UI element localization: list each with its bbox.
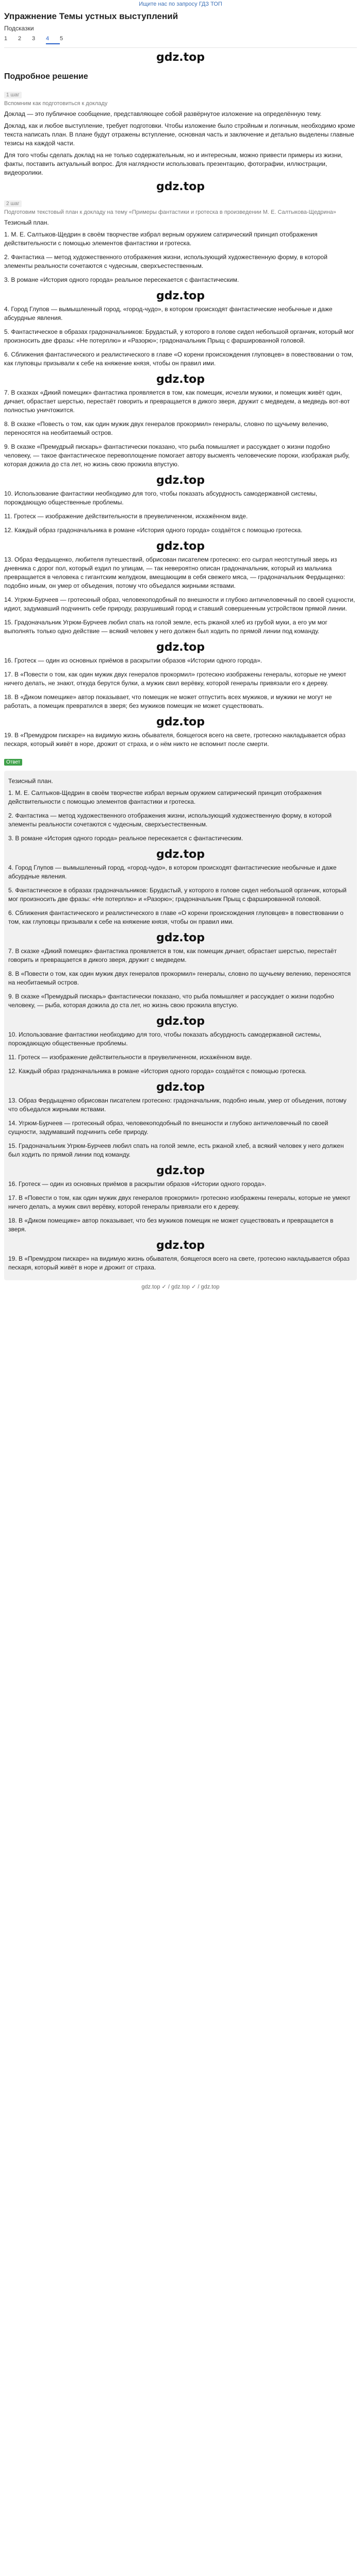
answer-item: 14. Угрюм-Бурчеев — гротескный образ, человекоподобный по внешности и глубоко античеловечный по своей сущности, задумавший подчинить себе природу. — [8, 1120, 329, 1136]
pagination — [4, 34, 357, 44]
step-2-badge: 2 шаг — [4, 200, 22, 207]
plan-item: 4. Город Глупов — вымышленный город, «город-чудо», в котором происходят фантастические необычные и даже абсурдные явления. — [4, 306, 333, 321]
page-link-1[interactable]: 1 — [4, 36, 8, 42]
answer-item: 9. В сказке «Премудрый пискарь» фантастически показано, что рыба помышляет и рассуждает о жизни подобно человеку, — рыба, которая дожила до ста лет, но жизнь свою прожила впустую. — [8, 993, 334, 1009]
plan-item: 19. В «Премудром пискаре» на видимую жизнь обывателя, боящегося всего на свете, гротескно накладывается образ пескаря, который живёт в норе, дрожит от страха, и о нём никто не вспомнит после смерти. — [4, 732, 346, 748]
watermark: gdz.top — [156, 1164, 205, 1177]
divider — [4, 47, 357, 48]
plan-item: 18. В «Диком помещике» автор показывает, что помещик не может отпустить всех мужиков, и мужики не могут не работать, а помещик превратился в зверя; без мужиков помещик не может существовать. — [4, 693, 332, 709]
page-title: Упражнение Темы устных выступлений — [4, 11, 178, 21]
plan-item: 8. В сказке «Повесть о том, как один мужик двух генералов прокормил» генералы, словно по щучьему велению, переносятся на необитаемый остров. — [4, 420, 329, 436]
answer-item: 3. В романе «История одного города» реальное пересекается с фантастическим. — [8, 835, 243, 842]
plan-item: 16. Гротеск — один из основных приёмов в раскрытии образов «Истории одного города». — [4, 657, 262, 664]
watermark: gdz.top — [156, 716, 205, 728]
answer-item: 5. Фантастическое в образах градоначальников: Брудастый, у которого в голове сидел небольшой органчик, который мог произносить две фразы: «Не потерплю» и «Разорю»; градоначальник Прыщ с фаршированной головой. — [8, 887, 347, 903]
plan-item: 7. В сказках «Дикий помещик» фантастика проявляется в том, как помещик, исчезли мужики, и помещик живёт один, дичает, обрастает шерстью, перестаёт говорить и превращается в дикого зверя, дружит с медведем, а медведь вот-вот полностью уничтожится. — [4, 389, 350, 414]
watermark: gdz.top — [156, 540, 205, 553]
plan-item: 2. Фантастика — метод художественного отображения жизни, использующий художественную форму, в которой элементы реальности сочетаются с чудесным, сверхъестественным. — [4, 253, 327, 269]
step-1-content — [4, 110, 357, 177]
step-1-paragraph: Доклад, как и любое выступление, требует подготовки. Чтобы изложение было стройным и логичным, необходимо кроме текста написать план. В плане будут отражены вступление, основная часть и заключение и детально выделены главные тезисы на каждой части. — [4, 122, 355, 147]
answer-item: 19. В «Премудром пискаре» на видимую жизнь обывателя, боящегося всего на свете, гротескно накладывается образ пескаря, который живёт в норе и дрожит от страха. — [8, 1255, 350, 1271]
plan-item: 13. Образ Фердыщенко, любителя путешествий, обрисован писателем гротескно: его сыграл неотступный зверь из дневника с дорог пол, который ездил по улицам, — так невероятно описан градоначальник, который из мальчика превращается в человека с гигантским желудком, вмещающим в себя свежего мяса, — градоначальник Фердыщенко: подобно иным, он умер от объедения, потому что объедался жирными яствами. — [4, 556, 346, 589]
answer-item: 11. Гротеск — изображение действительности в преувеличенном, искажённом виде. — [8, 1054, 252, 1061]
answer-item: 13. Образ Фердыщенко обрисован писателем гротескно: градоначальник, подобно иным, умер от объедения, потому что объедался жирными яствами. — [8, 1097, 347, 1113]
hints-label: Подсказки — [4, 25, 34, 32]
top-search-link[interactable]: Ищите нас по запросу ГДЗ ТОП — [139, 1, 222, 7]
answer-item: 8. В «Повести о том, как один мужик двух генералов прокормил» генералы, словно по щучьему велению, переносятся на необитаемый остров. — [8, 970, 351, 986]
step-2-note: Подготовим текстовый план к докладу на тему «Примеры фантастики и гротеска в произведении М. Е. Салтыкова-Щедрина» — [4, 209, 336, 215]
plan-item: 17. В «Повести о том, как один мужик двух генералов прокормил» гротескно изображены генералы, которые не умеют ничего делать, не знают, откуда берутся булки, а мужик свил верёвку, которой генералы привязали его к дереву. — [4, 671, 347, 687]
answer-item: 16. Гротеск — один из основных приёмов в раскрытии образов «Истории одного города». — [8, 1180, 267, 1188]
watermark: gdz.top — [156, 1015, 205, 1028]
page-link-5[interactable]: 5 — [60, 36, 63, 42]
answer-box — [4, 771, 357, 1280]
watermark: gdz.top — [156, 474, 205, 487]
plan-item: 9. В сказке «Премудрый пискарь» фантастически показано, что рыба помышляет и рассуждает о жизни подобно человеку, — такое фантастическое перевоплощение помогает автору высмеять человеческие пороки, изображая рыбу, которая дожила до ста лет, но жизнь свою прожила впустую. — [4, 443, 350, 468]
answer-item: 12. Каждый образ градоначальника в романе «История одного города» создаётся с помощью гротеска. — [8, 1067, 307, 1075]
plan-item: 5. Фантастическое в образах градоначальников: Брудастый, у которого в голове сидел небольшой органчик, который мог произносить две фразы: «Не потерплю» и «Разорю»; градоначальник Прыщ с фаршированной головой. — [4, 328, 354, 344]
answer-list — [8, 789, 353, 1272]
answer-item: 18. В «Диком помещике» автор показывает, что без мужиков помещик не может существовать и превращается в зверя. — [8, 1217, 334, 1233]
plan-item: 3. В романе «История одного города» реальное пересекается с фантастическим. — [4, 276, 239, 283]
watermark: gdz.top — [156, 1081, 205, 1094]
answer-badge: Ответ — [4, 759, 22, 766]
plan-item: 12. Каждый образ градоначальника в романе «История одного города» создаётся с помощью гротеска. — [4, 527, 303, 534]
page-link-3[interactable]: 3 — [32, 36, 36, 42]
watermark: gdz.top — [156, 848, 205, 861]
page-link-2[interactable]: 2 — [18, 36, 22, 42]
watermark: gdz.top — [156, 931, 205, 944]
watermark: gdz.top — [156, 51, 205, 64]
step-1-paragraph: Доклад — это публичное сообщение, представляющее собой развёрнутое изложение на определённую тему. — [4, 110, 322, 117]
watermark: gdz.top — [156, 290, 205, 302]
answer-item: 7. В сказке «Дикий помещик» фантастика проявляется в том, как помещик дичает, обрастает шерстью, перестаёт говорить и превращается в дикого зверя, дружит с медведем. — [8, 947, 337, 963]
answer-item: 1. М. Е. Салтыков-Щедрин в своём творчестве избрал верным оружием сатирический принцип отображения действительности с помощью элементов фантастики и гротеска. — [8, 789, 322, 805]
answer-item: 6. Сближения фантастического и реалистического в главе «О корени происхождения глуповцев» в повествовании о том, как глуповцы призывали к себе на княжение князя, чтобы он правил ими. — [8, 909, 344, 925]
answer-item: 17. В «Повести о том, как один мужик двух генералов прокормил» гротескно изображены генералы, которые не умеют ничего делать, а мужик свил верёвку, которой генералы привязали его к дереву. — [8, 1194, 351, 1210]
answer-item: 15. Градоначальник Угрюм-Бурчеев любил спать на голой земле, есть ржаной хлеб, а всякий человек у него должен был ходить по прямой линии под команду. — [8, 1142, 344, 1158]
plan-item: 15. Градоначальник Угрюм-Бурчеев любил спать на голой земле, есть ржаной хлеб из грубой муки, а его ум мог выполнять только одно действие — всякий человек у него должен был ходить по прямой линии под команду. — [4, 619, 327, 635]
answer-item: 4. Город Глупов — вымышленный город, «город-чудо», в котором происходят фантастические необычные и даже абсурдные явления. — [8, 864, 337, 880]
plan-item: 11. Гротеск — изображение действительности в преувеличенном, искажённом виде. — [4, 513, 248, 520]
plan-item: 14. Угрюм-Бурчеев — гротескный образ, человекоподобный по внешности и глубоко античеловечный по своей сущности, идиот, задумавший подчинить себе природу, разрушивший город и ставший совершенным устройством прямой линии. — [4, 596, 355, 612]
plan-heading: Тезисный план. — [4, 219, 49, 226]
footer: gdz.top ✓ / gdz.top ✓ / gdz.top — [141, 1284, 220, 1290]
step-1-badge: 1 шаг — [4, 92, 22, 98]
answer-heading: Тезисный план. — [8, 777, 53, 785]
plan-list — [4, 230, 357, 749]
page-link-4[interactable]: 4 — [46, 34, 60, 44]
watermark: gdz.top — [156, 373, 205, 386]
section-title: Подробное решение — [4, 72, 88, 81]
step-1-paragraph: Для того чтобы сделать доклад на не только содержательным, но и интересным, можно привести примеры из жизни, факты, поставить актуальный вопрос. Для наглядности использовать презентацию, фотографии, иллюстрации, видеоролики. — [4, 151, 343, 176]
watermark: gdz.top — [156, 641, 205, 654]
answer-item: 2. Фантастика — метод художественного отображения жизни, использующий художественную форму, в которой элементы реальности сочетаются с чудесным, сверхъестественным. — [8, 812, 332, 828]
plan-item: 1. М. Е. Салтыков-Щедрин в своём творчестве избрал верным оружием сатирический принцип отображения действительности с помощью элементов фантастики и гротеска. — [4, 231, 318, 247]
watermark: gdz.top — [156, 180, 205, 193]
answer-item: 10. Использование фантастики необходимо для того, чтобы показать абсурдность самодержавной системы, порождающую общественные проблемы. — [8, 1031, 322, 1047]
plan-item: 10. Использование фантастики необходимо для того, чтобы показать абсурдность самодержавной системы, порождающую общественные проблемы. — [4, 490, 318, 506]
watermark: gdz.top — [156, 1239, 205, 1252]
plan-item: 6. Сближения фантастического и реалистического в главе «О корени происхождения глуповцев» в повествовании о том, как глуповцы призывали к себе на княжение князя, чтобы он правил ими. — [4, 351, 354, 367]
step-1-note: Вспомним как подготовиться к докладу — [4, 100, 108, 107]
